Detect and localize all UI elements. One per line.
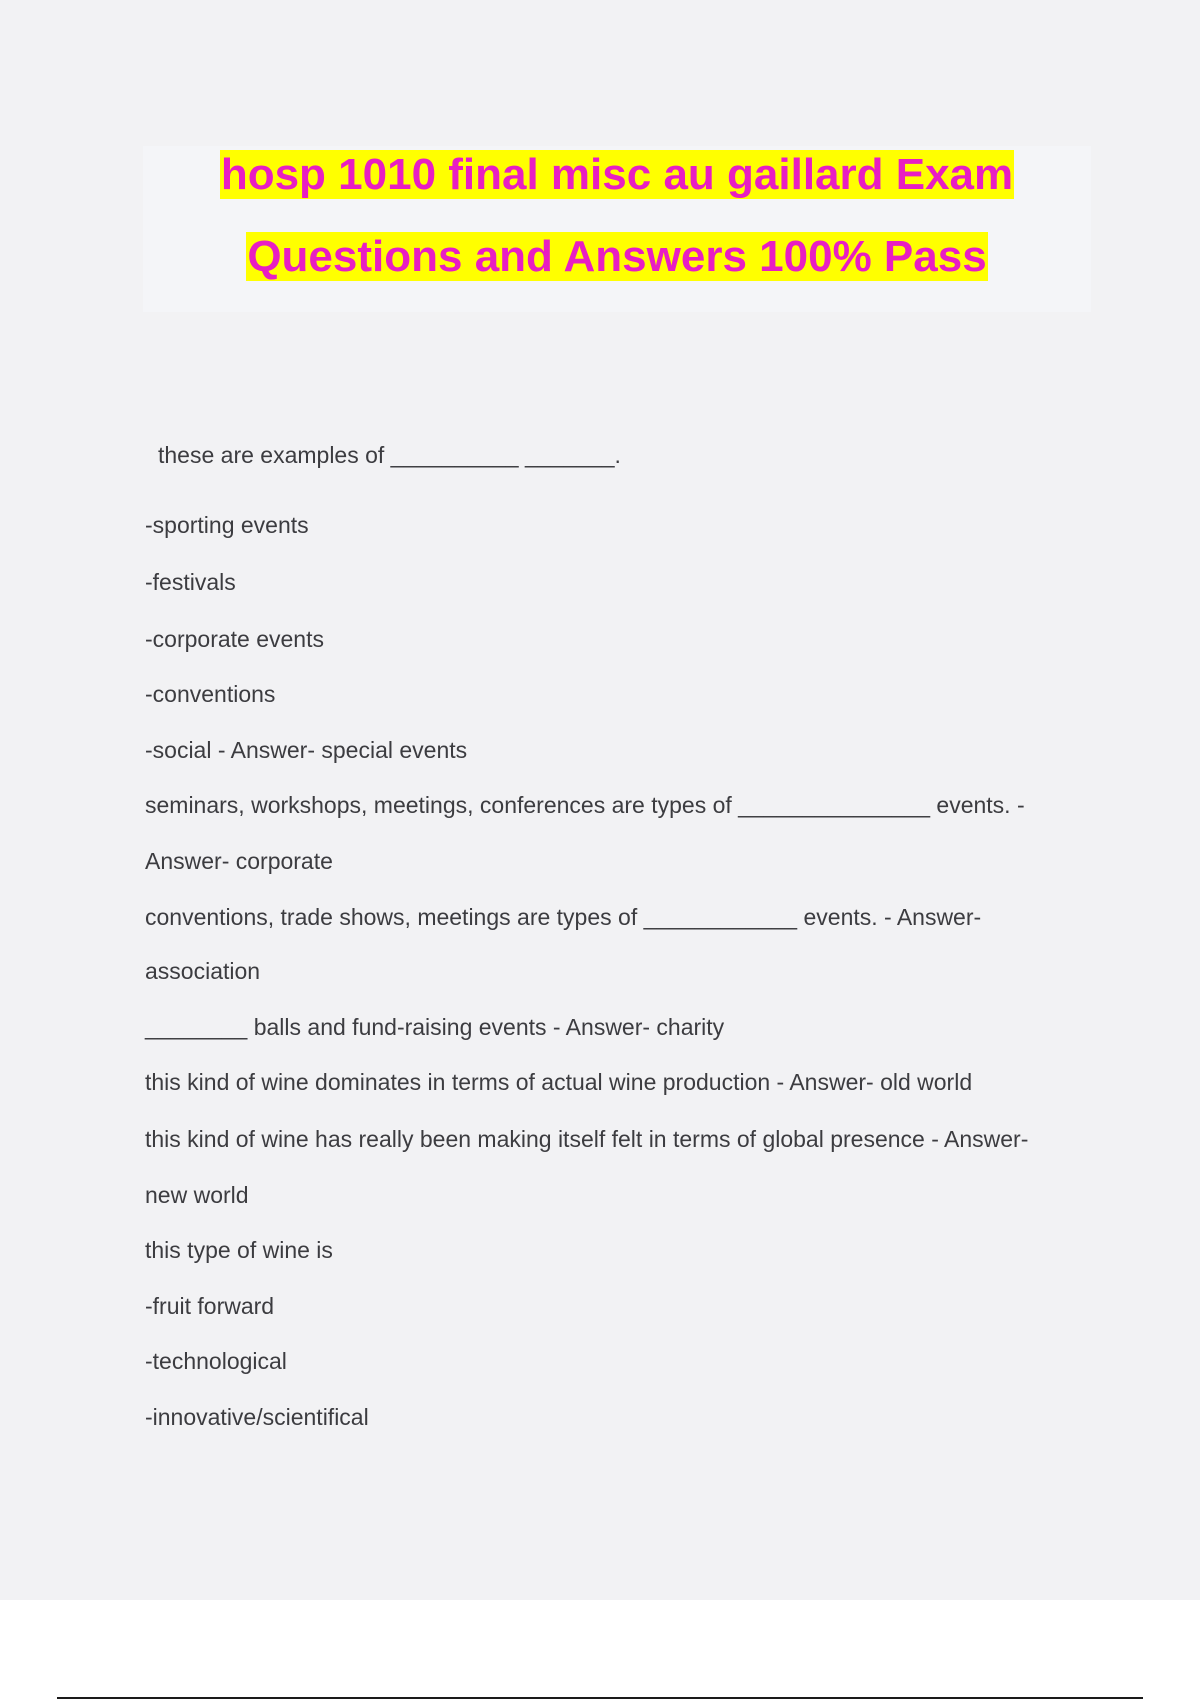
list-item: -conventions xyxy=(145,681,276,707)
question-line: seminars, workshops, meetings, conferences are types of _______________ events. - xyxy=(145,792,1025,818)
list-item: -innovative/scientifical xyxy=(145,1404,369,1430)
title-line-1-text: hosp 1010 final misc au gaillard Exam xyxy=(220,150,1014,199)
answer-line: -social - Answer- special events xyxy=(145,737,468,763)
answer-line: new world xyxy=(145,1182,249,1208)
question-line: conventions, trade shows, meetings are types of ____________ events. - Answer- xyxy=(145,904,982,930)
title-line-2-text: Questions and Answers 100% Pass xyxy=(247,232,987,281)
answer-line: Answer- corporate xyxy=(145,848,333,874)
list-item: -festivals xyxy=(145,569,236,595)
title-line-1 xyxy=(143,146,1091,204)
list-item: -fruit forward xyxy=(145,1293,275,1319)
question-line: these are examples of __________ _______. xyxy=(158,442,621,468)
list-item: -sporting events xyxy=(145,512,309,538)
list-item: -technological xyxy=(145,1348,287,1374)
title-line-2 xyxy=(143,228,1091,286)
footer-rule xyxy=(57,1697,1143,1699)
list-item: -corporate events xyxy=(145,626,324,652)
answer-line: association xyxy=(145,958,261,984)
question-line: this kind of wine has really been making itself felt in terms of global presence - Answer- xyxy=(145,1126,1029,1152)
question-line: this kind of wine dominates in terms of actual wine production - Answer- old world xyxy=(145,1069,973,1095)
title-block xyxy=(143,146,1091,312)
question-line: ________ balls and fund-raising events - Answer- charity xyxy=(145,1014,725,1040)
question-line: this type of wine is xyxy=(145,1237,333,1263)
